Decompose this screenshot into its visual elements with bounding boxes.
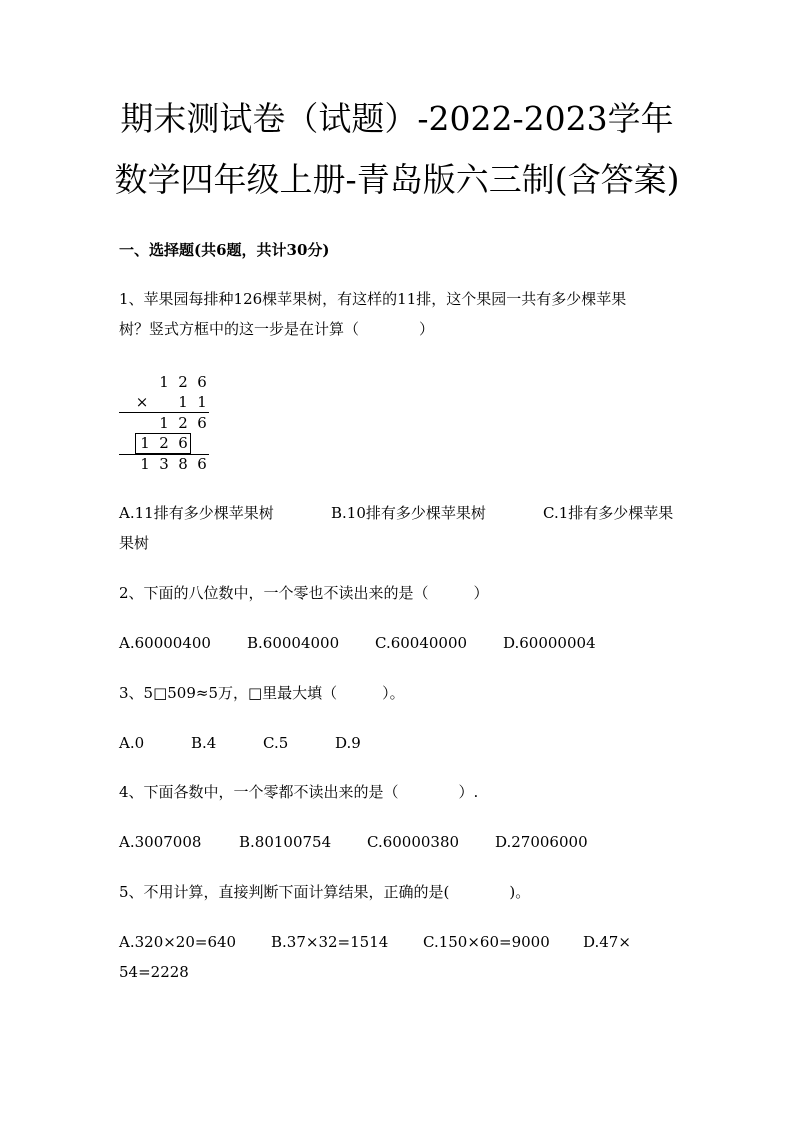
q1-option-b: B.10排有多少棵苹果树: [331, 504, 486, 522]
calc-digit: 6: [197, 455, 207, 473]
question-1-line-2: 树？竖式方框中的这一步是在计算（ ）: [119, 320, 435, 338]
question-3: 3、5□509≈5万，□里最大填（ ）。: [119, 684, 405, 702]
calc-digit: 1: [197, 393, 207, 411]
calc-digit: 6: [197, 373, 207, 391]
question-5: 5、不用计算，直接判断下面计算结果，正确的是( )。: [119, 883, 531, 901]
q2-option-a: A.60000400: [119, 634, 211, 652]
q1-option-c-continued: 果树: [119, 534, 150, 552]
q3-option-c: C.5: [263, 734, 289, 752]
q2-option-c: C.60040000: [375, 634, 468, 652]
calc-digit: 6: [197, 414, 207, 432]
question-2: 2、下面的八位数中，一个零也不读出来的是（ ）: [119, 584, 489, 602]
title-line-1: 期末测试卷（试题）-2022-2023学年: [120, 99, 674, 138]
calc-digit: 3: [159, 455, 169, 473]
q4-option-a: A.3007008: [119, 833, 202, 851]
q1-option-a: A.11排有多少棵苹果树: [119, 504, 274, 522]
calc-digit: 1: [140, 434, 150, 452]
calc-digit: 6: [178, 434, 188, 452]
title-line-2: 数学四年级上册-青岛版六三制(含答案): [114, 160, 680, 199]
calc-digit: 2: [178, 373, 188, 391]
vertical-multiplication: [119, 370, 214, 480]
q3-option-a: A.0: [119, 734, 145, 752]
q5-option-d: D.47×: [583, 933, 631, 951]
section-heading: 一、选择题(共6题，共计30分): [119, 241, 330, 259]
q4-option-c: C.60000380: [367, 833, 460, 851]
calc-digit: 1: [140, 455, 150, 473]
question-1-line-1: 1、苹果园每排种126棵苹果树，有这样的11排，这个果园一共有多少棵苹果: [119, 290, 627, 308]
q1-option-c: C.1排有多少棵苹果: [543, 504, 674, 522]
multiply-sign: ×: [135, 393, 149, 411]
calc-digit: 8: [178, 455, 188, 473]
q3-option-d: D.9: [335, 734, 361, 752]
q4-option-b: B.80100754: [239, 833, 332, 851]
q3-option-b: B.4: [191, 734, 217, 752]
q5-option-a: A.320×20=640: [119, 933, 237, 951]
question-4: 4、下面各数中，一个零都不读出来的是（ ）.: [119, 783, 479, 801]
q2-option-b: B.60004000: [247, 634, 340, 652]
q5-option-c: C.150×60=9000: [423, 933, 550, 951]
q2-option-d: D.60000004: [503, 634, 596, 652]
q4-option-d: D.27006000: [495, 833, 588, 851]
calc-rule: [119, 412, 209, 413]
q5-option-d-continued: 54=2228: [119, 963, 189, 981]
calc-digit: 2: [159, 434, 169, 452]
calc-digit: 1: [159, 373, 169, 391]
q5-option-b: B.37×32=1514: [271, 933, 389, 951]
calc-digit: 1: [178, 393, 188, 411]
calc-digit: 1: [159, 414, 169, 432]
calc-digit: 2: [178, 414, 188, 432]
